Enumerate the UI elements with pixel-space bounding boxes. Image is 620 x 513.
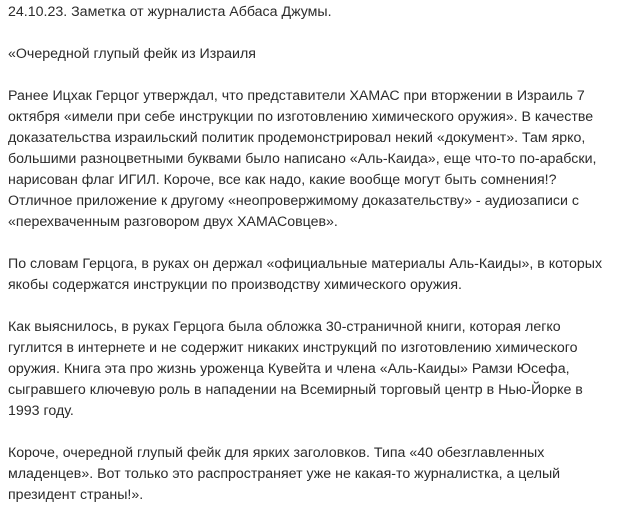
paragraph-conclusion: Короче, очередной глупый фейк для ярких заголовков. Типа «40 обезглавленных младенцев». Вот только это распространяет уже не какая-то журналистка, а целый президент страны!». — [8, 445, 561, 503]
paragraph-herzog-words: По словам Герцога, в руках он держал «официальные материалы Аль-Каиды», в которых якобы содержатся инструкции по производству химического оружия. — [8, 256, 603, 293]
paragraph-herzog-claim: Ранее Ицхак Герцог утверждал, что представители ХАМАС при вторжении в Израиль 7 октября «имели при себе инструкции по изготовлению химического оружия». В качестве доказательства израильский политик продемонстрировал некий «документ». Там ярко, большими разноцветными буквами было написано «Аль-Каида», еще что-то по-арабски, нарисован флаг ИГИЛ. Короче, все как надо, какие вообще могут быть сомнения!? Отличное приложение к другому «неопровержимому доказательству» - аудиозаписи с «перехваченным разговором двух ХАМАСовцев». — [8, 88, 597, 230]
post-header: 24.10.23. Заметка от журналиста Аббаса Джумы. — [8, 4, 332, 20]
quote-title: «Очередной глупый фейк из Израиля — [8, 46, 256, 62]
paragraph-book-cover: Как выяснилось, в руках Герцога была обложка 30-страничной книги, которая легко гуглится в интернете и не содержит никаких инструкций по изготовлению химического оружия. Книга эта про жизнь уроженца Кувейта и члена «Аль-Каиды» Рамзи Юсефа, сыгравшего ключевую роль в нападении на Всемирный торговый центр в Нью-Йорке в 1993 году. — [8, 319, 583, 419]
